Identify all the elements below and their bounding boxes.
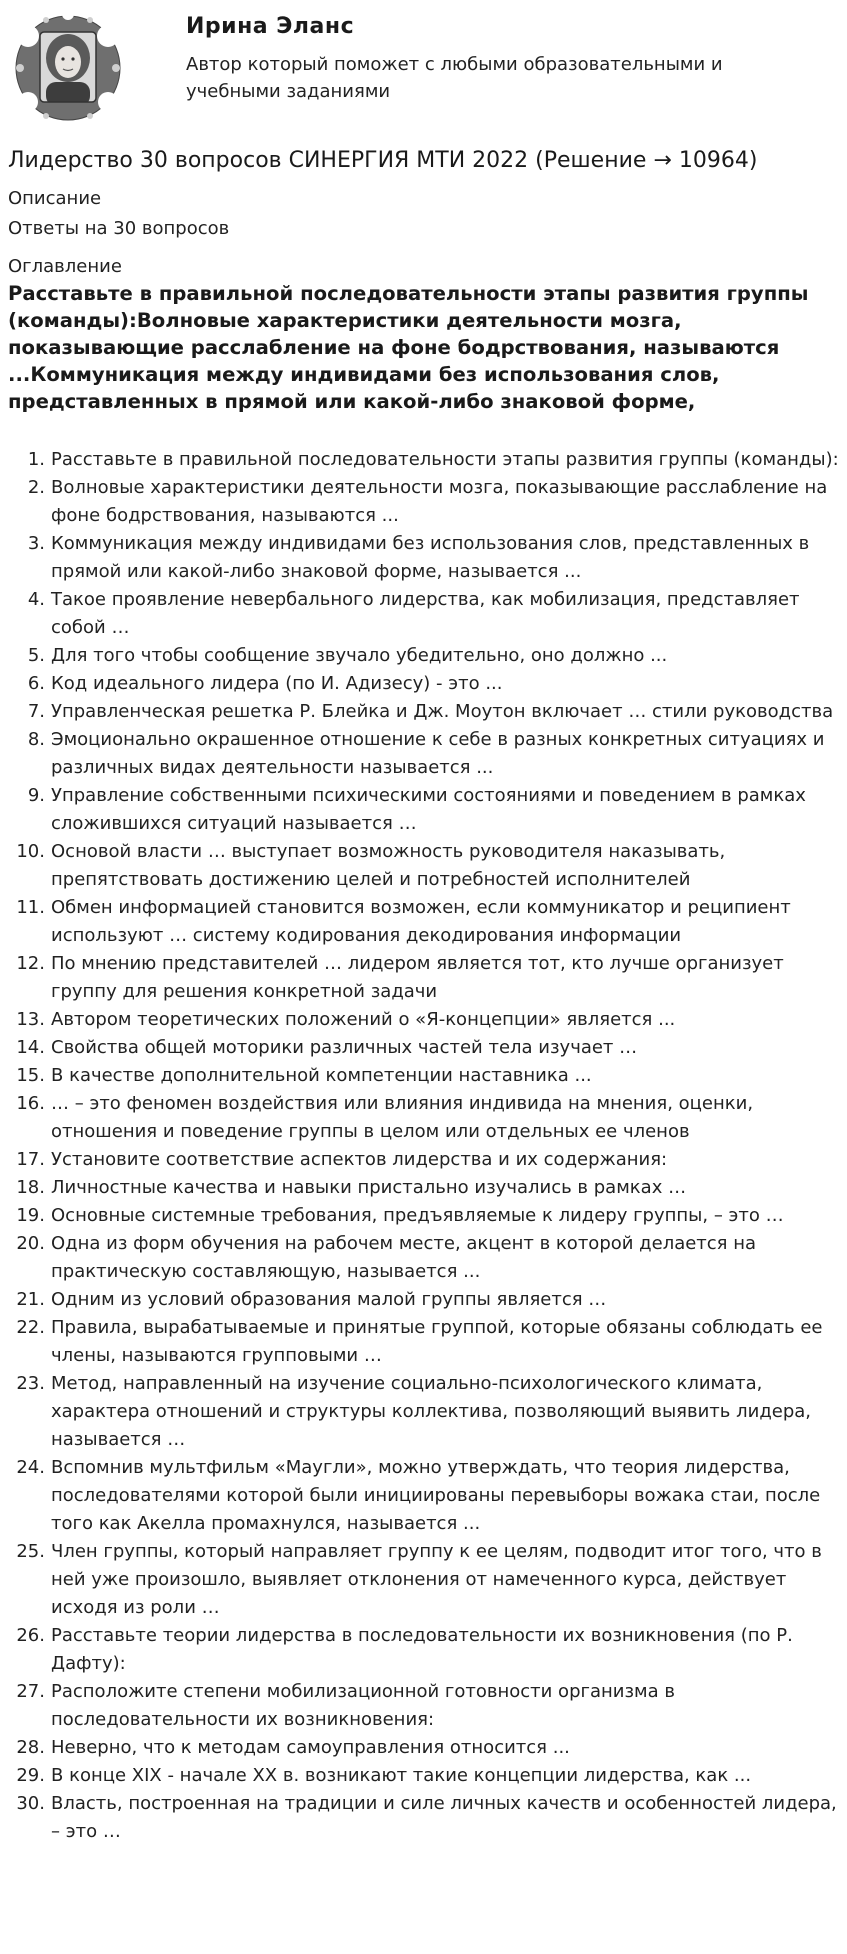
question-text: Расположите степени мобилизационной готовности организма в последовательности их возникновения: [51,1681,675,1730]
question-text: Одним из условий образования малой группы является … [51,1289,607,1310]
question-number: 13. [16,1009,45,1030]
question-item [0,698,847,726]
question-number: 5. [27,645,45,666]
question-number: 7. [27,701,45,722]
question-text: Метод, направленный на изучение социально-психологического климата, характера отношений и структуры коллектива, позволяющий выявить лидера, называется … [51,1373,812,1450]
question-text: Член группы, который направляет группу к ее целям, подводит итог того, что в ней уже произошло, выявляет отклонения от намеченного курса, действует исходя из роли … [51,1541,822,1618]
toc-label: Оглавление [8,256,122,277]
description-label: Описание [8,188,102,209]
question-item [0,782,847,838]
toc-heading: Расставьте в правильной последовательности этапы развития группы (команды):Волновые характеристики деятельности мозга, показывающие расслабление на фоне бодрствования, называются ...Коммуникация между индивидами без использования слов, представленных в прямой или какой-либо знаковой форме, [8,282,809,413]
question-item [0,950,847,1006]
description-text: Ответы на 30 вопросов [8,218,230,239]
question-text: Эмоционально окрашенное отношение к себе в разных конкретных ситуациях и различных видах деятельности называется ... [51,729,825,778]
question-number: 27. [16,1681,45,1702]
question-item [0,446,847,474]
question-text: Автором теоретических положений о «Я-концепции» является ... [51,1009,676,1030]
question-item [0,642,847,670]
question-text: Неверно, что к методам самоуправления относится ... [51,1737,570,1758]
question-number: 9. [27,785,45,806]
question-item [0,1006,847,1034]
question-item [0,1062,847,1090]
question-item [0,894,847,950]
question-number: 12. [16,953,45,974]
question-text: Установите соответствие аспектов лидерства и их содержания: [51,1149,668,1170]
question-number: 11. [16,897,45,918]
question-text: Одна из форм обучения на рабочем месте, акцент в которой делается на практическую составляющую, называется ... [51,1233,757,1282]
question-item [0,474,847,530]
question-item [0,1230,847,1286]
question-item [0,670,847,698]
question-number: 1. [27,449,45,470]
question-number: 16. [16,1093,45,1114]
question-number: 19. [16,1205,45,1226]
question-text: Основой власти … выступает возможность руководителя наказывать, препятствовать достижению целей и потребностей исполнителей [51,841,726,890]
question-number: 14. [16,1037,45,1058]
question-number: 15. [16,1065,45,1086]
question-number: 22. [16,1317,45,1338]
author-block [6,6,841,126]
question-text: Вспомнив мультфильм «Маугли», можно утверждать, что теория лидерства, последователями которой были инициированы перевыборы вожака стаи, после того как Акелла промахнулся, называется ... [51,1457,821,1534]
question-number: 6. [27,673,45,694]
question-number: 29. [16,1765,45,1786]
question-text: Правила, вырабатываемые и принятые группой, которые обязаны соблюдать ее члены, называются групповыми … [51,1317,823,1366]
question-item [0,1034,847,1062]
question-item [0,1678,847,1734]
author-avatar[interactable] [6,6,130,126]
question-text: Волновые характеристики деятельности мозга, показывающие расслабление на фоне бодрствования, называются ... [51,477,828,526]
question-text: Обмен информацией становится возможен, если коммуникатор и реципиент используют … систему кодирования декодирования информации [51,897,791,946]
question-text: Свойства общей моторики различных частей тела изучает … [51,1037,638,1058]
question-item [0,1734,847,1762]
question-number: 24. [16,1457,45,1478]
question-number: 30. [16,1793,45,1814]
question-text: Расставьте в правильной последовательности этапы развития группы (команды): [51,449,839,470]
question-text: Код идеального лидера (по И. Адизесу) - это ... [51,673,503,694]
question-text: По мнению представителей … лидером является тот, кто лучше организует группу для решения конкретной задачи [51,953,784,1002]
question-text: Управленческая решетка Р. Блейка и Дж. Моутон включает … стили руководства [51,701,834,722]
question-text: В конце XIX - начале XX в. возникают такие концепции лидерства, как ... [51,1765,752,1786]
question-number: 17. [16,1149,45,1170]
question-item [0,1146,847,1174]
question-item [0,530,847,586]
question-item [0,726,847,782]
question-number: 4. [27,589,45,610]
question-number: 2. [27,477,45,498]
question-text: Управление собственными психическими состояниями и поведением в рамках сложившихся ситуаций называется … [51,785,806,834]
question-item [0,586,847,642]
question-number: 26. [16,1625,45,1646]
question-number: 20. [16,1233,45,1254]
question-item [0,1314,847,1370]
question-item [0,1454,847,1538]
question-item [0,838,847,894]
question-text: В качестве дополнительной компетенции наставника ... [51,1065,592,1086]
question-text: Власть, построенная на традиции и силе личных качеств и особенностей лидера, – это … [51,1793,837,1842]
question-number: 18. [16,1177,45,1198]
question-number: 23. [16,1373,45,1394]
question-text: Личностные качества и навыки пристально изучались в рамках … [51,1177,687,1198]
question-list [0,446,847,1846]
question-item [0,1174,847,1202]
author-bio: Автор который поможет с любыми образовательными и учебными заданиями [186,54,723,102]
question-text: Основные системные требования, предъявляемые к лидеру группы, – это … [51,1205,784,1226]
question-item [0,1538,847,1622]
question-item [0,1622,847,1678]
question-text: Коммуникация между индивидами без использования слов, представленных в прямой или какой-либо знаковой форме, называется ... [51,533,810,582]
question-number: 10. [16,841,45,862]
question-number: 8. [27,729,45,750]
question-item [0,1090,847,1146]
question-number: 3. [27,533,45,554]
question-text: Для того чтобы сообщение звучало убедительно, оно должно ... [51,645,668,666]
question-item [0,1762,847,1790]
question-item [0,1286,847,1314]
question-text: Расставьте теории лидерства в последовательности их возникновения (по Р. Дафту): [51,1625,793,1674]
page-title: Лидерство 30 вопросов СИНЕРГИЯ МТИ 2022 (Решение → 10964) [8,148,758,173]
author-name[interactable]: Ирина Эланс [186,14,355,39]
question-text: … – это феномен воздействия или влияния индивида на мнения, оценки, отношения и поведение группы в целом или отдельных ее членов [51,1093,754,1142]
question-number: 25. [16,1541,45,1562]
question-text: Такое проявление невербального лидерства, как мобилизация, представляет собой … [51,589,800,638]
question-item [0,1202,847,1230]
question-number: 28. [16,1737,45,1758]
question-number: 21. [16,1289,45,1310]
question-item [0,1370,847,1454]
question-item [0,1790,847,1846]
